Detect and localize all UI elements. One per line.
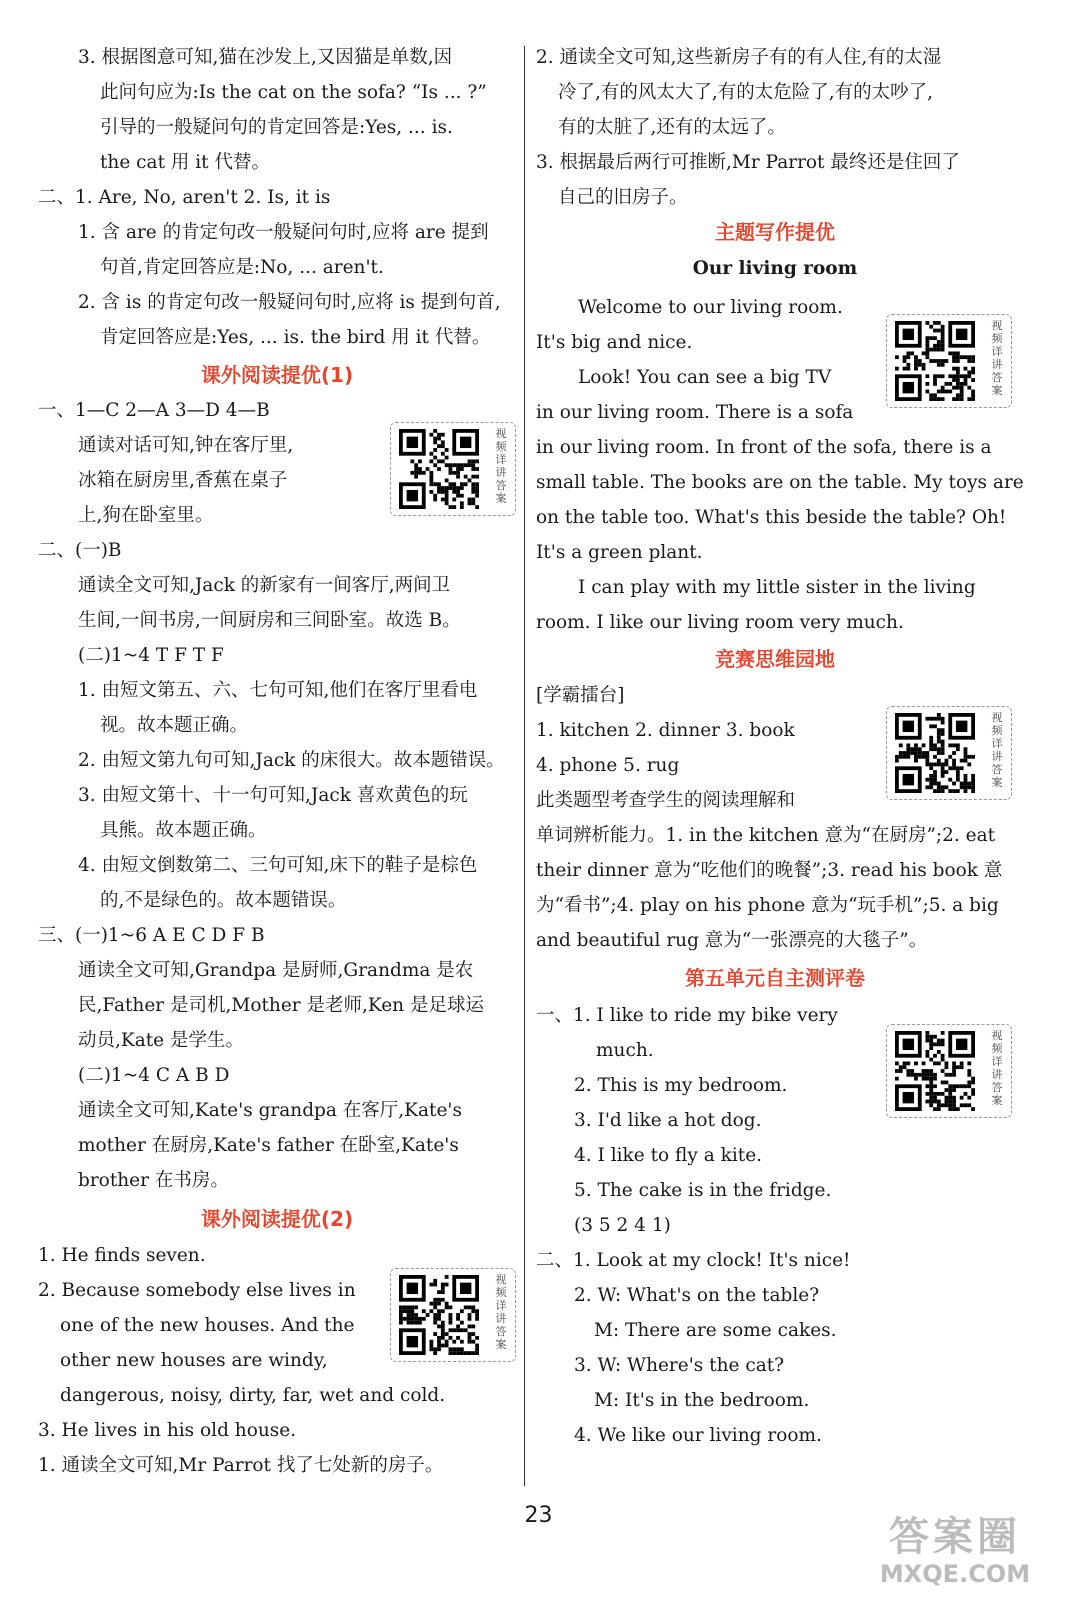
qr-code-icon (895, 713, 975, 793)
text-line: 3. He lives in his old house. (38, 1420, 297, 1441)
text-line: 通读对话可知,钟在客厅里, (78, 435, 294, 456)
qr-label: 视频详讲答案 (991, 711, 1003, 789)
text-line: 3. I'd like a hot dog. (574, 1110, 762, 1131)
qr-code-video-3[interactable] (886, 314, 1012, 408)
text-line: 2. W: What's on the table? (574, 1285, 820, 1306)
text-line: Look! You can see a big TV (578, 367, 832, 388)
text-line: 2. 通读全文可知,这些新房子有的有人住,有的太湿 (536, 47, 942, 68)
text-line: It's a green plant. (536, 542, 703, 563)
qr-label: 视频详讲答案 (495, 1273, 507, 1351)
text-line: 4. I like to fly a kite. (574, 1145, 763, 1166)
text-line: 的,不是绿色的。故本题错误。 (100, 890, 347, 911)
text-line: 一、1. I like to ride my bike very (536, 1005, 838, 1026)
text-line: 动员,Kate 是学生。 (78, 1030, 244, 1051)
text-line: 5. The cake is in the fridge. (574, 1180, 832, 1201)
text-line: 2. Because somebody else lives in (38, 1280, 356, 1301)
text-line: Welcome to our living room. (578, 297, 843, 318)
text-line: brother 在书房。 (78, 1170, 229, 1191)
section-heading: 第五单元自主测评卷 (685, 966, 865, 990)
text-line: 自己的旧房子。 (558, 187, 688, 208)
text-line: 3. W: Where's the cat? (574, 1355, 785, 1376)
section-heading: 主题写作提优 (715, 220, 835, 244)
text-line: 一、1—C 2—A 3—D 4—B (38, 400, 270, 421)
qr-code-video-4[interactable] (886, 706, 1012, 800)
text-line: 此问句应为:Is the cat on the sofa? “Is ... ?” (100, 82, 487, 103)
watermark-logo (855, 1514, 1055, 1594)
text-line: I can play with my little sister in the living (578, 577, 976, 598)
text-line: 通读全文可知,Jack 的新家有一间客厅,两间卫 (78, 575, 451, 596)
text-line: 1. 由短文第五、六、七句可知,他们在客厅里看电 (78, 680, 478, 701)
text-line: one of the new houses. And the (60, 1315, 355, 1336)
text-line: other new houses are windy, (60, 1350, 328, 1371)
text-line: 此类题型考查学生的阅读理解和 (536, 790, 796, 811)
qr-code-icon (895, 1031, 975, 1111)
text-line: (二)1~4 C A B D (78, 1065, 230, 1086)
text-line: 为“看书”;4. play on his phone 意为“玩手机”;5. a big (536, 895, 999, 916)
text-line: 二、1. Look at my clock! It's nice! (536, 1250, 851, 1271)
text-line: (二)1~4 T F T F (78, 645, 224, 666)
text-line: 1. 通读全文可知,Mr Parrot 找了七处新的房子。 (38, 1455, 444, 1476)
text-line: M: It's in the bedroom. (594, 1390, 810, 1411)
text-line: 2. This is my bedroom. (574, 1075, 788, 1096)
qr-code-icon (399, 429, 479, 509)
text-line: in our living room. There is a sofa (536, 402, 854, 423)
section-heading: 课外阅读提优(1) (200, 363, 354, 387)
text-line: 3. 由短文第十、十一句可知,Jack 喜欢黄色的玩 (78, 785, 468, 806)
text-line: dangerous, noisy, dirty, far, wet and cold. (60, 1385, 446, 1406)
text-line: 民,Father 是司机,Mother 是老师,Ken 是足球运 (78, 995, 484, 1016)
text-line: It's big and nice. (536, 332, 693, 353)
qr-code-icon (895, 321, 975, 401)
text-line: 1. 含 are 的肯定句改一般疑问句时,应将 are 提到 (78, 222, 489, 243)
text-line: 具熊。故本题正确。 (100, 820, 267, 841)
text-line: 1. kitchen 2. dinner 3. book (536, 720, 795, 741)
text-line: 肯定回答应是:Yes, ... is. the bird 用 it 代替。 (100, 327, 491, 348)
qr-code-video-5[interactable] (886, 1024, 1012, 1118)
text-line: 4. 由短文倒数第二、三句可知,床下的鞋子是棕色 (78, 855, 478, 876)
text-line: 通读全文可知,Kate's grandpa 在客厅,Kate's (78, 1100, 462, 1121)
text-line: 二、(一)B (38, 540, 122, 561)
text-line: 单词辨析能力。1. in the kitchen 意为“在厨房”;2. eat (536, 825, 996, 846)
text-line: 引导的一般疑问句的肯定回答是:Yes, ... is. (100, 117, 453, 138)
text-line: 1. He finds seven. (38, 1245, 206, 1266)
qr-label: 视频详讲答案 (495, 427, 507, 505)
watermark-text: 答案圈 (889, 1514, 1021, 1560)
text-line: 3. 根据最后两行可推断,Mr Parrot 最终还是住回了 (536, 152, 960, 173)
qr-label: 视频详讲答案 (991, 319, 1003, 397)
text-line: 上,狗在卧室里。 (78, 505, 214, 526)
text-line: 冷了,有的风太大了,有的太危险了,有的太吵了, (558, 82, 934, 103)
text-line: M: There are some cakes. (594, 1320, 837, 1341)
text-line: their dinner 意为“吃他们的晚餐”;3. read his book 意 (536, 860, 1003, 881)
text-line: 4. We like our living room. (574, 1425, 822, 1446)
text-line: 通读全文可知,Grandpa 是厨师,Grandma 是农 (78, 960, 474, 981)
text-line: 冰箱在厨房里,香蕉在桌子 (78, 470, 288, 491)
text-line: (3 5 2 4 1) (574, 1215, 671, 1236)
section-heading: 课外阅读提优(2) (200, 1207, 354, 1231)
text-line: 2. 由短文第九句可知,Jack 的床很大。故本题错误。 (78, 750, 505, 771)
text-line: 二、1. Are, No, aren't 2. Is, it is (38, 187, 331, 208)
text-line: 视。故本题正确。 (100, 715, 249, 736)
column-divider (524, 46, 525, 1486)
qr-code-video-1[interactable] (390, 422, 516, 516)
text-line: small table. The books are on the table. My toys are (536, 472, 1024, 493)
text-line: 三、(一)1~6 A E C D F B (38, 925, 265, 946)
section-heading: 竞赛思维园地 (715, 647, 835, 671)
text-line: 句首,肯定回答应是:No, ... aren't. (100, 257, 384, 278)
essay-title: Our living room (692, 258, 858, 279)
qr-label: 视频详讲答案 (991, 1029, 1003, 1107)
text-line: and beautiful rug 意为“一张漂亮的大毯子”。 (536, 930, 928, 951)
text-line: on the table too. What's this beside the table? Oh! (536, 507, 1007, 528)
qr-code-video-2[interactable] (390, 1268, 516, 1362)
text-line: much. (596, 1040, 654, 1061)
text-line: in our living room. In front of the sofa, there is a (536, 437, 992, 458)
qr-code-icon (399, 1275, 479, 1355)
text-line: [学霸擂台] (536, 685, 625, 706)
text-line: room. I like our living room very much. (536, 612, 904, 633)
text-line: 2. 含 is 的肯定句改一般疑问句时,应将 is 提到句首, (78, 292, 501, 313)
text-line: 生间,一间书房,一间厨房和三间卧室。故选 B。 (78, 610, 461, 631)
text-line: 4. phone 5. rug (536, 755, 680, 776)
text-line: mother 在厨房,Kate's father 在卧室,Kate's (78, 1135, 459, 1156)
text-line: 3. 根据图意可知,猫在沙发上,又因猫是单数,因 (78, 47, 453, 68)
watermark-url: MXQE.COM (879, 1560, 1031, 1588)
page-number: 23 (524, 1503, 553, 1528)
text-line: 有的太脏了,还有的太远了。 (558, 117, 786, 138)
text-line: the cat 用 it 代替。 (100, 152, 270, 173)
